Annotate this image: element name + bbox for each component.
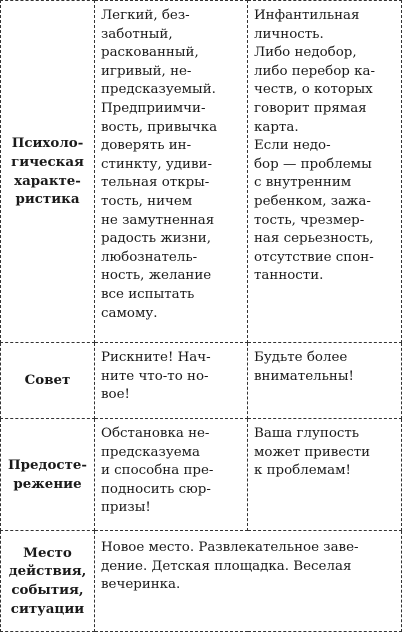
table-row-advice — [1, 343, 402, 419]
row-label-place: Место действия, события, ситуации — [1, 531, 95, 632]
row-label-advice: Совет — [1, 343, 95, 419]
row-label-warning: Предосте- режение — [1, 419, 95, 531]
merged-text-place: Новое место. Развлекательное заве- дение. Детская площадка. Веселая вечеринка. — [95, 531, 402, 632]
table-row-warning — [1, 419, 402, 531]
reversed-text-psychological: Инфантильная личность. Либо недобор, либо перебор ка- честв, о которых говорит прямая карта. Если недо- бор — проблемы с внутренним ребенком, зажа- тость, чрезмер- ная серьезность, отсутствие спон- танности. — [248, 1, 402, 343]
upright-text-warning: Обстановка не- предсказуема и способна пре- подносить сюр- призы! — [95, 419, 248, 531]
table-row-place — [1, 531, 402, 632]
reversed-text-advice: Будьте более внимательны! — [248, 343, 402, 419]
row-label-psychological: Психоло- гическая характе- ристика — [1, 1, 95, 343]
table-row-psychological — [1, 1, 402, 343]
reversed-text-warning: Ваша глупость может привести к проблемам! — [248, 419, 402, 531]
upright-text-advice: Рискните! Нач- ните что-то но- вое! — [95, 343, 248, 419]
upright-text-psychological: Легкий, без- заботный, раскованный, игривый, не- предсказуемый. Предприимчи- вость, привычка доверять ин- стинкту, удиви- тельная откры- тость, ничем не замутненная радость жизни, любознатель- ность, желание все испытать самому. — [95, 1, 248, 343]
